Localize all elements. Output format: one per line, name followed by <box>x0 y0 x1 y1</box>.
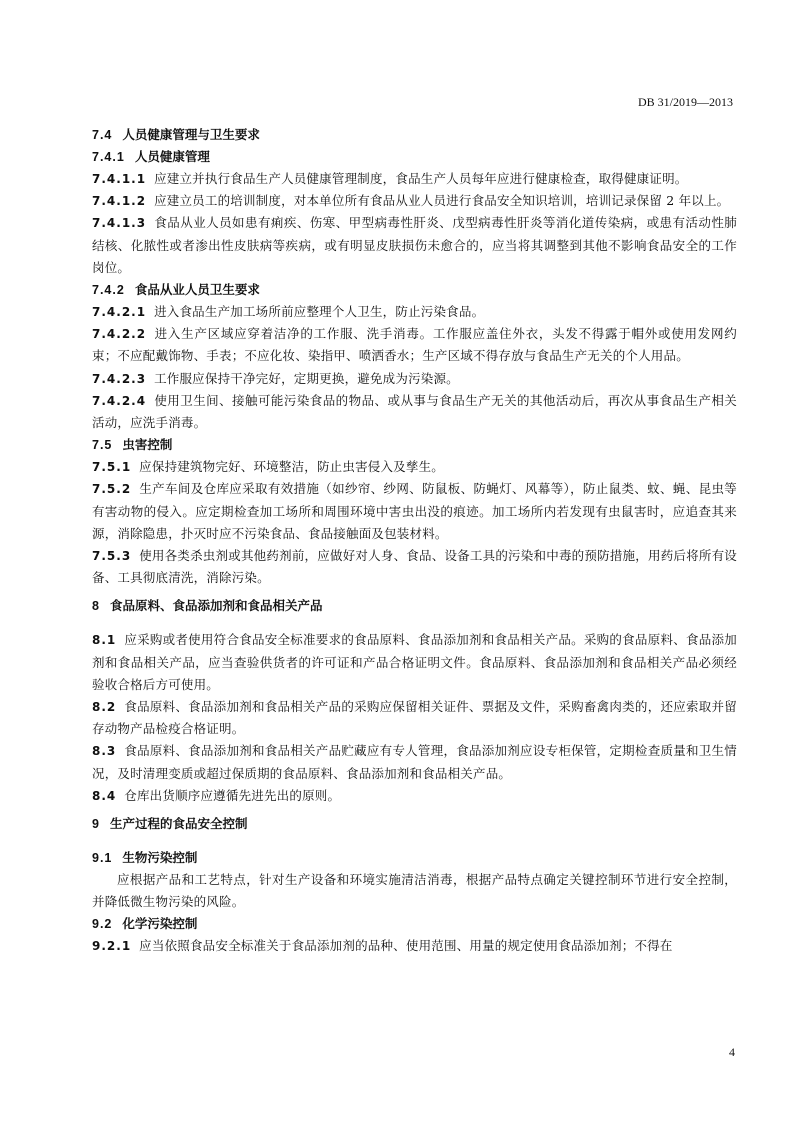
clause-paragraph <box>92 545 737 589</box>
clause-paragraph <box>92 456 737 478</box>
clause-number: 9.2 <box>92 917 113 932</box>
section-heading <box>92 279 737 301</box>
clause-paragraph <box>92 168 737 190</box>
clause-number: 7.5.1 <box>92 460 132 475</box>
clause-text: 应当依照食品安全标准关于食品添加剂的品种、使用范围、用量的规定使用食品添加剂；不得在 <box>139 938 673 954</box>
clause-text: 应建立员工的培训制度，对本单位所有食品从业人员进行食品安全知识培训，培训记录保留 2 年以上。 <box>154 193 730 209</box>
clause-text: 人员健康管理与卫生要求 <box>122 127 260 142</box>
clause-text: 应采购或者使用符合食品安全标准要求的食品原料、食品添加剂和食品相关产品。采购的食品原料、食品添加剂和食品相关产品，应当查验供货者的许可证和产品合格证明文件。食品原料、食品添加剂和食品相关产品必须经验收合格后方可使用。 <box>92 632 737 692</box>
clause-paragraph <box>92 212 737 279</box>
clause-text: 工作服应保持干净完好，定期更换，避免成为污染源。 <box>154 370 459 386</box>
clause-number: 7.4.2 <box>92 283 125 298</box>
clause-text: 生物污染控制 <box>122 850 198 866</box>
clause-number: 7.4.1.1 <box>92 172 147 186</box>
section-heading <box>92 913 737 935</box>
clause-paragraph <box>92 935 737 957</box>
section-heading <box>92 146 737 168</box>
clause-text: 化学污染控制 <box>122 916 198 932</box>
page-number: 4 <box>729 1045 735 1059</box>
clause-number: 8.1 <box>92 633 117 648</box>
clause-paragraph <box>92 740 737 784</box>
clause-paragraph <box>92 696 737 740</box>
clause-number: 7.4 <box>92 128 113 142</box>
clause-text: 生产车间及仓库应采取有效措施（如纱帘、纱网、防鼠板、防蝇灯、风幕等），防止鼠类、蚊、蝇、昆虫等有害动物的侵入。应定期检查加工场所和周围环境中害虫出没的痕迹。加工场所内若发现有虫鼠害时，应追查其来源，消除隐患，扑灭时应不污染食品、食品接触面及包装材料。 <box>92 481 737 541</box>
document-body <box>92 124 737 958</box>
clause-text: 使用卫生间、接触可能污染食品的物品、或从事与食品生产无关的其他活动后，再次从事食品生产相关活动，应洗手消毒。 <box>92 392 737 431</box>
clause-number: 7.4.2.2 <box>92 327 147 342</box>
clause-number: 9.1 <box>92 851 113 866</box>
clause-number: 7.5 <box>92 438 113 453</box>
clause-number: 7.5.2 <box>92 482 132 497</box>
clause-number: 7.4.2.3 <box>92 371 147 386</box>
clause-text: 食品原料、食品添加剂和食品相关产品的采购应保留相关证件、票据及文件，采购畜禽肉类的，还应索取并留存动物产品检疫合格证明。 <box>92 699 737 737</box>
clause-number: 9 <box>92 817 100 832</box>
clause-text: 生产过程的食品安全控制 <box>109 816 248 832</box>
clause-text: 仓库出货顺序应遵循先进先出的原则。 <box>124 787 341 803</box>
clause-number: 7.5.3 <box>92 549 132 564</box>
clause-text: 应保持建筑物完好、环境整洁，防止虫害侵入及孳生。 <box>139 459 444 475</box>
clause-text: 进入生产区域应穿着洁净的工作服、洗手消毒。工作服应盖住外衣，头发不得露于帽外或使用发网约束；不应配戴饰物、手表；不应化妆、染指甲、喷洒香水；生产区域不得存放与食品生产无关的个人用品。 <box>92 326 737 364</box>
clause-text: 应根据产品和工艺特点，针对生产设备和环境实施清洁消毒，根据产品特点确定关键控制环节进行安全控制，并降低微生物污染的风险。 <box>92 872 737 910</box>
clause-number: 8 <box>92 599 100 614</box>
clause-paragraph <box>92 368 737 390</box>
clause-text: 虫害控制 <box>122 437 173 453</box>
section-heading <box>92 124 737 146</box>
clause-number: 7.4.1 <box>92 150 125 164</box>
section-heading <box>92 434 737 456</box>
clause-text: 食品原料、食品添加剂和食品相关产品 <box>109 598 323 614</box>
clause-paragraph <box>92 785 737 807</box>
clause-text: 食品从业人员卫生要求 <box>134 282 260 298</box>
clause-number: 7.4.2.4 <box>92 393 147 408</box>
clause-paragraph <box>92 869 737 913</box>
clause-text: 应建立并执行食品生产人员健康管理制度，食品生产人员每年应进行健康检查，取得健康证明。 <box>154 171 688 186</box>
clause-paragraph <box>92 323 737 367</box>
clause-number: 7.4.2.1 <box>92 305 147 320</box>
clause-text: 进入食品生产加工场所前应整理个人卫生，防止污染食品。 <box>154 304 485 320</box>
section-heading <box>92 847 737 869</box>
clause-text: 食品原料、食品添加剂和食品相关产品贮藏应有专人管理，食品添加剂应设专柜保管，定期检查质量和卫生情况，及时清理变质或超过保质期的食品原料、食品添加剂和食品相关产品。 <box>92 743 737 781</box>
clause-paragraph <box>92 390 737 434</box>
clause-text: 人员健康管理 <box>134 149 210 164</box>
clause-number: 7.4.1.2 <box>92 194 147 209</box>
chapter-heading <box>92 595 737 617</box>
clause-paragraph <box>92 190 737 212</box>
clause-number: 8.3 <box>92 744 117 759</box>
clause-text: 使用各类杀虫剂或其他药剂前，应做好对人身、食品、设备工具的污染和中毒的预防措施，用药后将所有设备、工具彻底清洗，消除污染。 <box>92 548 737 586</box>
chapter-heading <box>92 813 737 835</box>
clause-text: 食品从业人员如患有痢疾、伤寒、甲型病毒性肝炎、戊型病毒性肝炎等消化道传染病，或患有活动性肺结核、化脓性或者渗出性皮肤病等疾病，或有明显皮肤损伤未愈合的，应当将其调整到其他不影响食品安全的工作岗位。 <box>92 215 737 275</box>
clause-number: 7.4.1.3 <box>92 216 147 231</box>
clause-number: 8.2 <box>92 700 117 715</box>
clause-number: 9.2.1 <box>92 939 132 954</box>
clause-paragraph <box>92 629 737 696</box>
standard-id: DB 31/2019—2013 <box>637 95 733 109</box>
clause-paragraph <box>92 478 737 545</box>
clause-paragraph <box>92 301 737 323</box>
clause-number: 8.4 <box>92 788 117 803</box>
